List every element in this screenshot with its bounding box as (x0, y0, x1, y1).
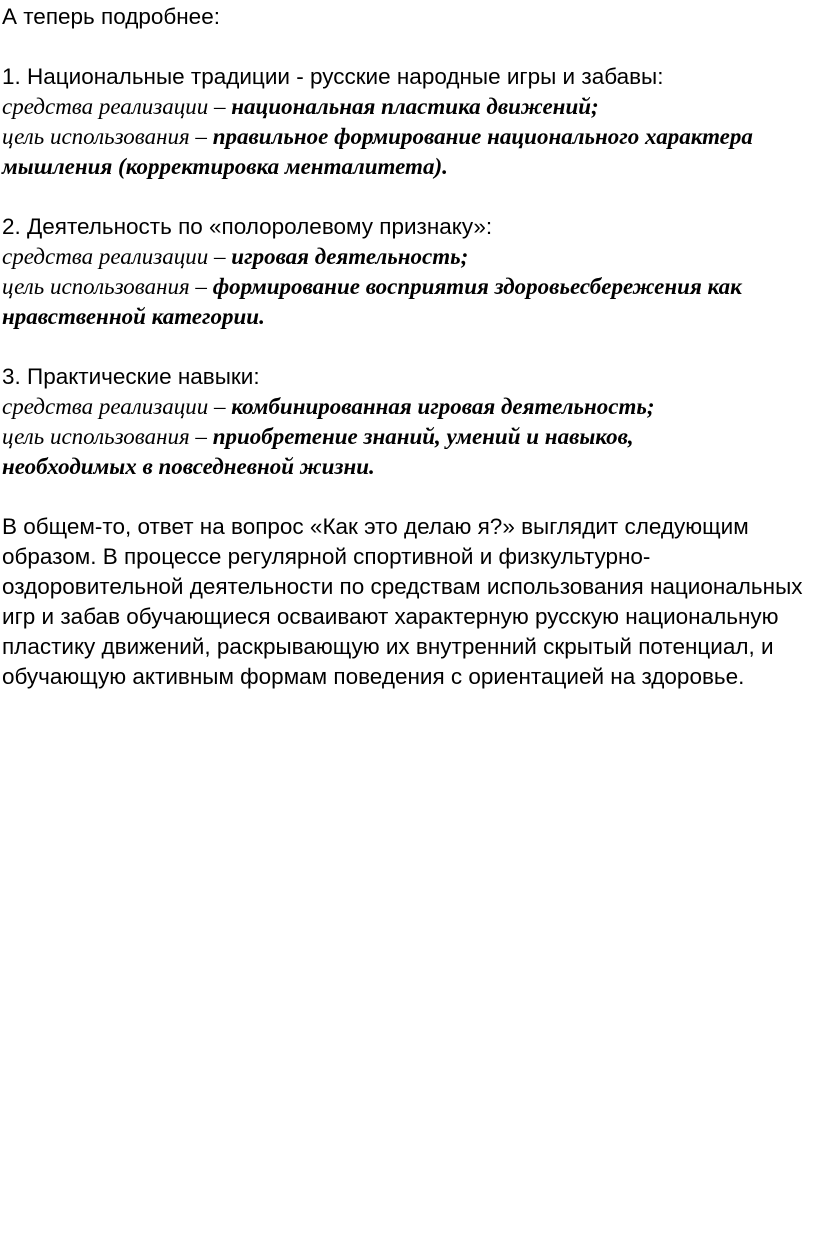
goal-value: формирование восприятия здоровьесбережения как (212, 274, 742, 299)
paragraph-gap (2, 182, 812, 212)
goal-label: цель использования – (2, 124, 213, 149)
paragraph-gap (2, 32, 812, 62)
goal-line-continued (2, 302, 812, 332)
means-value: комбинированная игровая деятельность; (231, 394, 655, 419)
goal-value-continued: мышления (корректировка менталитета). (2, 154, 448, 179)
document-body (2, 2, 812, 692)
goal-value-continued: необходимых в повседневной жизни. (2, 454, 375, 479)
paragraph-gap (2, 332, 812, 362)
conclusion-line: пластику движений, раскрывающую их внутренний скрытый потенциал, и (2, 634, 774, 659)
means-line (2, 392, 812, 422)
conclusion-line: В общем-то, ответ на вопрос «Как это делаю я?» выглядит следующим (2, 514, 749, 539)
section-heading: 1. Национальные традиции - русские народные игры и забавы: (2, 64, 664, 89)
goal-line (2, 422, 812, 452)
goal-value: приобретение знаний, умений и навыков, (212, 424, 634, 449)
conclusion-paragraph (2, 512, 812, 692)
conclusion-line: игр и забав обучающиеся осваивают характерную русскую национальную (2, 604, 779, 629)
section-heading: 2. Деятельность по «полоролевому признаку»: (2, 214, 493, 239)
goal-line-continued (2, 152, 812, 182)
conclusion-line: образом. В процессе регулярной спортивной и физкультурно- (2, 544, 651, 569)
means-label: средства реализации – (2, 394, 232, 419)
means-label: средства реализации – (2, 94, 232, 119)
goal-line (2, 272, 812, 302)
conclusion-line: обучающую активным формам поведения с ориентацией на здоровье. (2, 664, 745, 689)
section-1 (2, 62, 812, 182)
goal-line-continued (2, 452, 812, 482)
means-line (2, 242, 812, 272)
section-heading: 3. Практические навыки: (2, 364, 260, 389)
section-2 (2, 212, 812, 332)
means-label: средства реализации – (2, 244, 232, 269)
conclusion-line: оздоровительной деятельности по средствам использования национальных (2, 574, 803, 599)
goal-line (2, 122, 812, 152)
intro-line: А теперь подробнее: (2, 4, 220, 29)
means-value: игровая деятельность; (231, 244, 469, 269)
goal-value: правильное формирование национального характера (212, 124, 753, 149)
means-value: национальная пластика движений; (231, 94, 599, 119)
section-3 (2, 362, 812, 482)
goal-value-continued: нравственной категории. (2, 304, 265, 329)
goal-label: цель использования – (2, 424, 213, 449)
means-line (2, 92, 812, 122)
paragraph-gap (2, 482, 812, 512)
goal-label: цель использования – (2, 274, 213, 299)
